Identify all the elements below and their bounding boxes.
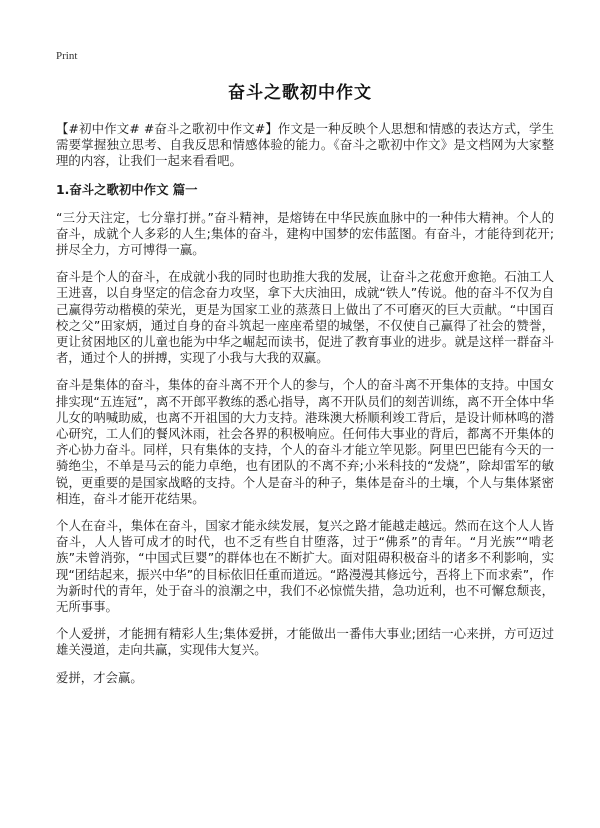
body-paragraph: 奋斗是个人的奋斗，在成就小我的同时也助推大我的发展，让奋斗之花愈开愈艳。石油工人王进喜，以自身坚定的信念奋力攻坚，拿下大庆油田，成就“铁人”传说。他的奋斗不仅为自己赢得劳动楷模的荣光，更是为国家工业的蒸蒸日上做出了不可磨灭的巨大贡献。“中国百校之父”田家炳，通过自身的奋斗筑起一座座希望的城堡，不仅使自己赢得了社会的赞誉，更让贫困地区的儿童也能为中华之崛起而读书，促进了教育事业的进步。就是这样一群奋斗者，通过个人的拼搏，实现了小我与大我的双赢。 (56, 269, 554, 366)
body-paragraph: 奋斗是集体的奋斗，集体的奋斗离不开个人的参与，个人的奋斗离不开集体的支持。中国女排实现“五连冠”，离不开郎平教练的悉心指导，离不开队员们的刻苦训练，离不开全体中华儿女的呐喊助威，也离不开祖国的大力支持。港珠澳大桥顺利竣工背后，是设计师林鸣的潜心研究，工人们的餐风沐雨，社会各界的积极响应。任何伟大事业的背后，都离不开集体的齐心协力奋斗。同样，只有集体的支持，个人的奋斗才能立竿见影。阿里巴巴能有今天的一骑绝尘，不单是马云的能力卓绝，也有团队的不离不弃;小米科技的“发烧”，除却雷军的敏锐，更重要的是国家战略的支持。个人是奋斗的种子，集体是奋斗的土壤，个人与集体紧密相连，奋斗才能开花结果。 (56, 377, 554, 506)
body-paragraph: 个人爱拼，才能拥有精彩人生;集体爱拼，才能做出一番伟大事业;团结一心来拼，方可迈过雄关漫道，走向共赢，实现伟大复兴。 (56, 626, 554, 658)
intro-paragraph: 【#初中作文# #奋斗之歌初中作文#】作文是一种反映个人思想和情感的表达方式，学生需要掌握独立思考、自我反思和情感体验的能力。《奋斗之歌初中作文》是文档网为大家整理的内容，让我们一起来看看吧。 (56, 121, 554, 169)
print-label: Print (56, 50, 78, 62)
closing-paragraph: 爱拼，才会赢。 (56, 669, 143, 685)
page-title: 奋斗之歌初中作文 (228, 83, 372, 103)
body-paragraph: 个人在奋斗，集体在奋斗，国家才能永续发展，复兴之路才能越走越远。然而在这个人人皆奋斗，人人皆可成才的时代，也不乏有些自甘堕落，过于“佛系”的青年。“月光族”“啃老族”未曾消弥，“中国式巨婴”的群体也在不断扩大。面对阻碍积极奋斗的诸多不利影响，实现“团结起来，振兴中华”的目标依旧任重而道远。“路漫漫其修远兮，吾将上下而求索”，作为新时代的青年，处于奋斗的浪潮之中，我们不必惊慌失措，急功近利，也不可懈怠颓丧，无所事事。 (56, 518, 554, 615)
body-paragraph: “三分天注定，七分靠打拼。”奋斗精神，是熔铸在中华民族血脉中的一种伟大精神。个人的奋斗，成就个人多彩的人生;集体的奋斗，建构中国梦的宏伟蓝图。有奋斗，才能待到花开;拼尽全力，方可博得一赢。 (56, 209, 554, 258)
section-heading: 1.奋斗之歌初中作文 篇一 (56, 181, 198, 197)
article-body (56, 121, 554, 696)
